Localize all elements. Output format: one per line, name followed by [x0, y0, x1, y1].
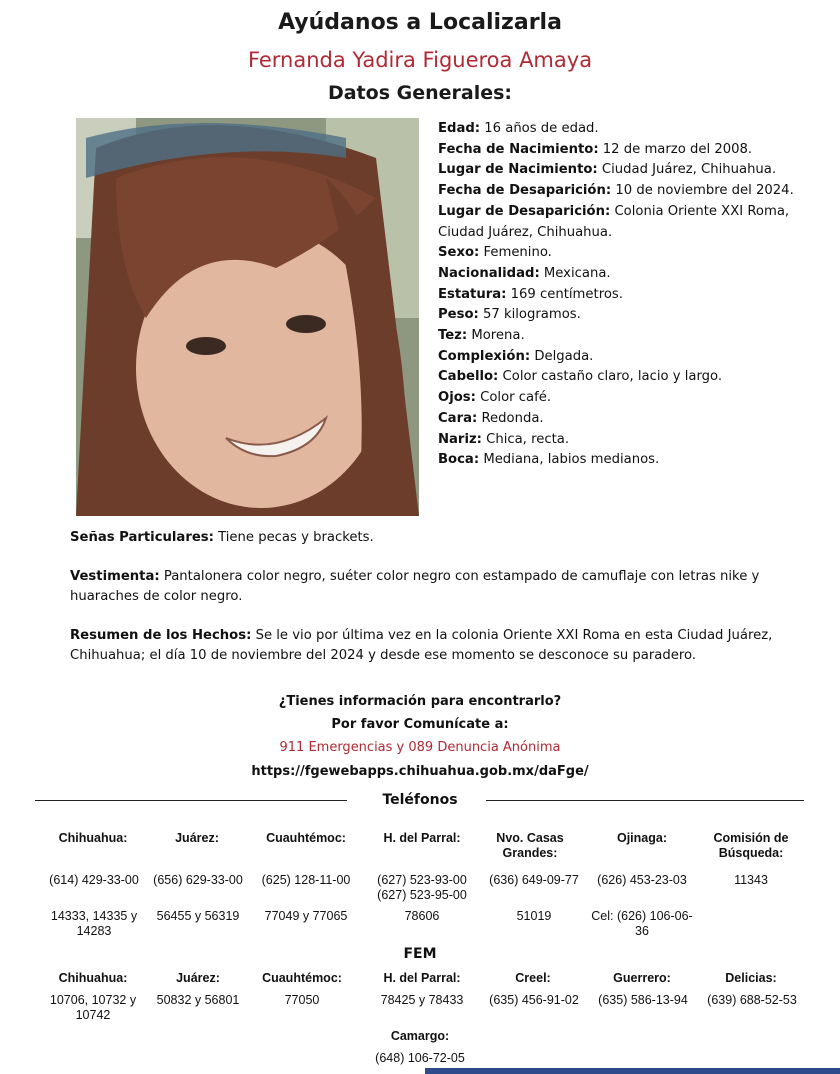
fem-camargo: (648) 106-72-05 — [375, 1051, 465, 1065]
ext-juarez: 56455 y 56319 — [156, 909, 240, 923]
detail-edad: Edad: 16 años de edad. — [438, 121, 599, 136]
fem-col-chihuahua: Chihuahua: — [58, 971, 128, 985]
ext-cuauhtemoc: 77049 y 77065 — [264, 909, 348, 923]
poster-title: Ayúdanos a Localizarla — [278, 10, 562, 35]
fem-col-juarez: Juárez: — [176, 971, 220, 985]
detail-nariz: Nariz: Chica, recta. — [438, 431, 570, 447]
person-photo — [76, 118, 419, 516]
phone-ojinaga: (626) 453-23-03 — [597, 873, 687, 887]
detail-fecha-desaparicion: Fecha de Desaparición: 10 de noviembre del 2024. — [438, 183, 794, 199]
fem-heading: FEM — [403, 946, 437, 962]
emergency-numbers: 911 Emergencias y 089 Denuncia Anónima — [279, 740, 561, 755]
ext-chihuahua: 14333, 14335 y 14283 — [50, 909, 138, 938]
fem-chihuahua: 10706, 10732 y 10742 — [49, 993, 137, 1022]
detail-tez: Tez: Morena. — [438, 328, 525, 344]
detail-cara: Cara: Redonda. — [438, 410, 544, 426]
detail-peso: Peso: 57 kilogramos. — [438, 307, 581, 323]
person-name: Fernanda Yadira Figueroa Amaya — [247, 48, 593, 72]
detail-fecha-nacimiento: Fecha de Nacimiento: 12 de marzo del 2008. — [438, 141, 753, 157]
phones-heading: Teléfonos — [382, 792, 458, 808]
phone-parral: (627) 523-93-00 (627) 523-95-00 — [377, 873, 467, 902]
fem-delicias: (639) 688-52-53 — [707, 993, 797, 1007]
website-link[interactable]: https://fgewebapps.chihuahua.gob.mx/daFge/ — [251, 764, 589, 779]
fem-creel: (635) 456-91-02 — [489, 993, 579, 1007]
fem-parral: 78425 y 78433 — [380, 993, 464, 1007]
detail-nacionalidad: Nacionalidad: Mexicana. — [438, 265, 611, 281]
detail-estatura: Estatura: 169 centímetros. — [438, 286, 623, 302]
detail-cabello: Cabello: Color castaño claro, lacio y largo. — [438, 369, 723, 385]
fem-col-cuauhtemoc: Cuauhtémoc: — [262, 971, 342, 985]
phone-chihuahua: (614) 429-33-00 — [49, 873, 139, 887]
cel-ojinaga: Cel: (626) 106-06-36 — [591, 909, 693, 938]
fem-col-parral: H. del Parral: — [383, 971, 461, 985]
detail-sexo: Sexo: Femenino. — [438, 245, 552, 261]
ext-casas-grandes: 51019 — [516, 909, 552, 923]
fem-col-guerrero: Guerrero: — [613, 971, 671, 985]
contact-prompt: Por favor Comunícate a: — [331, 717, 509, 732]
resumen-hechos: Resumen de los Hechos: Se le vio por última vez en la colonia Oriente XXI Roma en esta Ciudad Juárez, Chihuahua; el día 10 de noviembre del 2024 y desde ese momento se desconoce su paradero. — [70, 628, 773, 663]
fem-col-camargo: Camargo: — [390, 1029, 450, 1043]
fem-cuauhtemoc: 77050 — [284, 993, 320, 1007]
footer-bar — [425, 1068, 840, 1074]
info-question: ¿Tienes información para encontrarlo? — [278, 694, 562, 709]
phone-col-chihuahua: Chihuahua: — [58, 831, 128, 845]
phone-juarez: (656) 629-33-00 — [153, 873, 243, 887]
detail-lugar-nacimiento: Lugar de Nacimiento: Ciudad Juárez, Chihuahua. — [438, 162, 777, 178]
detail-complexion: Complexión: Delgada. — [438, 348, 594, 364]
phone-col-juarez: Juárez: — [175, 831, 219, 845]
phone-col-parral: H. del Parral: — [383, 831, 461, 845]
section-subtitle: Datos Generales: — [327, 82, 513, 104]
fem-col-delicias: Delicias: — [725, 971, 777, 985]
fem-guerrero: (635) 586-13-94 — [598, 993, 688, 1007]
phone-col-cuauhtemoc: Cuauhtémoc: — [266, 831, 346, 845]
phone-col-ojinaga: Ojinaga: — [616, 831, 667, 845]
phone-casas-grandes: (636) 649-09-77 — [489, 873, 579, 887]
details-list — [438, 119, 828, 471]
phone-cuauhtemoc: (625) 128-11-00 — [261, 873, 351, 887]
fem-juarez: 50832 y 56801 — [156, 993, 240, 1007]
fem-col-creel: Creel: — [515, 971, 551, 985]
vestimenta: Vestimenta: Pantalonera color negro, suéter color negro con estampado de camuflaje con letras nike y huaraches de color negro. — [70, 569, 760, 604]
ext-parral: 78606 — [404, 909, 440, 923]
detail-ojos: Ojos: Color café. — [438, 390, 552, 406]
detail-boca: Boca: Mediana, labios medianos. — [438, 452, 660, 468]
phone-comision: 11343 — [734, 873, 768, 887]
phone-col-comision: Comisión de Búsqueda: — [713, 831, 789, 860]
phone-col-casas-grandes: Nvo. Casas Grandes: — [496, 831, 564, 860]
senas-particulares: Señas Particulares: Tiene pecas y brackets. — [70, 530, 374, 545]
detail-lugar-desaparicion: Lugar de Desaparición: Colonia Oriente XXI Roma, Ciudad Juárez, Chihuahua. — [438, 203, 790, 240]
